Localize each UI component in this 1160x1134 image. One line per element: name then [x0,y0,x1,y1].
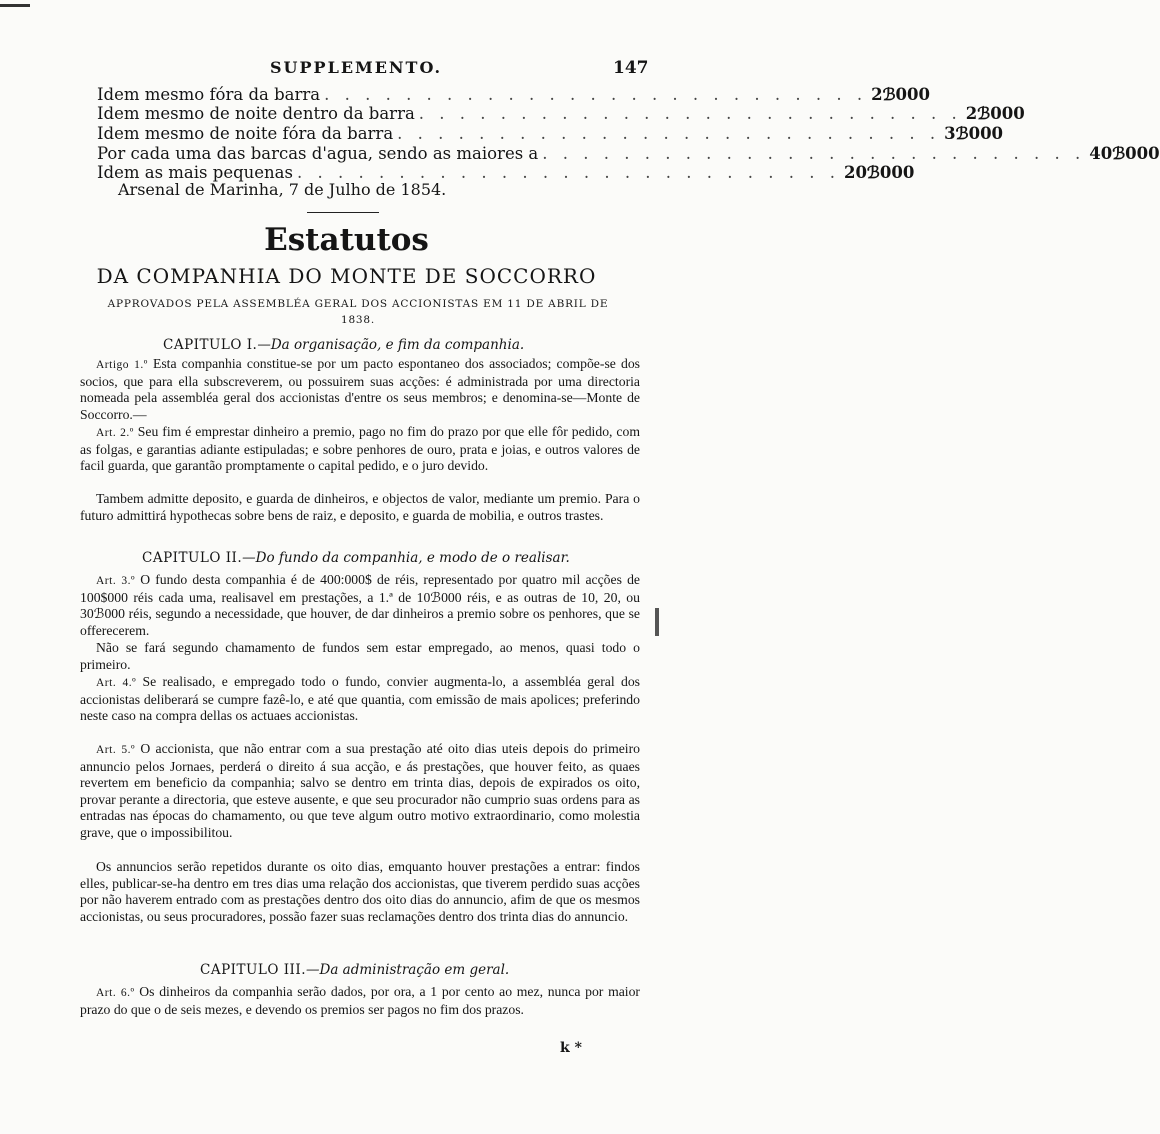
dot-leader: . . . . . . . . . . . . . . . . . . . . . . . . . . . [296,163,840,182]
fee-amount: 2ℬ000 [871,85,930,104]
fee-line [97,144,1160,164]
article-label: Art. 5.º [96,744,136,756]
margin-ink-mark [655,608,659,636]
chapter-heading [200,962,509,978]
article-label: Art. 2.º [96,427,134,439]
signature-mark: k * [560,1040,582,1056]
article-text: Tambem admitte deposito, e guarda de dinheiros, e objectos de valor, mediante um premio. Para o futuro admittirá hypothecas sobre bens de raiz, e deposito, e guarda de mobilia, e outros trastes. [80,491,640,523]
fee-amount: 20ℬ000 [843,163,915,182]
dateline-signature: Arsenal de Marinha, 7 de Julho de 1854. [118,180,447,199]
dot-leader: . . . . . . . . . . . . . . . . . . . . . . . . . . . [542,144,1086,163]
article-paragraph [80,674,640,725]
article-label: Art. 6.º [96,987,135,999]
fee-label: Idem as mais pequenas [97,163,293,182]
chapter-title: —Da administração em geral. [306,962,510,978]
article-paragraph [80,741,640,842]
fee-amount: 40ℬ000 [1089,144,1160,163]
chapter-label: CAPITULO III. [200,962,306,978]
article-paragraph [80,572,640,639]
running-title: SUPPLEMENTO. [270,58,443,77]
chapter-label: CAPITULO II. [142,550,243,566]
page-number: 147 [613,58,649,78]
article-paragraph [80,491,640,524]
fee-amount: 2ℬ000 [965,104,1025,123]
fee-label: Idem mesmo de noite fóra da barra [97,124,394,143]
chapter-heading [163,337,524,353]
article-text: Seu fim é emprestar dinheiro a premio, pago no fim do prazo por que elle fôr pedido, com as folgas, e garantias adiante estipuladas; e sobre penhores de ouro, prata e joias, e outros valores de facil guarda, que garantão promptamente o capital pedido, e o juro devido. [80,424,641,474]
dot-leader: . . . . . . . . . . . . . . . . . . . . . . . . . . . [397,124,941,143]
section-divider [307,212,379,213]
article-label: Artigo 1.º [96,359,148,371]
article-text: Os dinheiros da companhia serão dados, por ora, a 1 por cento ao mez, nunca por maior prazo do que o de seis mezes, e devendo os premios ser pagos no fim dos prazos. [80,984,640,1017]
chapter-title: —Da organisação, e fim da companhia. [257,337,525,353]
chapter-label: CAPITULO I. [163,337,258,353]
dot-leader: . . . . . . . . . . . . . . . . . . . . . . . . . . . [324,85,868,104]
fee-label: Por cada uma das barcas d'agua, sendo as maiores a [97,144,539,163]
chapter-heading [142,550,570,566]
article-paragraph [80,356,640,423]
document-title: Estatutos [264,222,429,258]
fee-line [97,124,1004,144]
article-text: Se realisado, e empregado todo o fundo, convier augmenta-lo, a assembléa geral dos accionistas deliberará se cumpre fazê-lo, e até que quantia, com emissão de mais apolices; preferindo neste caso na compra dellas os actuaes accionistas. [80,674,641,724]
article-text: Os annuncios serão repetidos durante os oito dias, emquanto houver prestações a entrar: findos elles, publicar-se-ha dentro em tres dias uma relação dos accionistas, que tiverem perdido suas acções por não haverem entrado com as prestações dentro dos oito dias do annuncio, afim de que os mesmos accionistas, ou seus procuradores, possão fazer suas reclamações dentro dos trinta dias do annuncio. [80,859,640,924]
article-text: O fundo desta companhia é de 400:000$ de réis, representado por quatro mil acções de 100$000 réis cada uma, realisavel em prestações, a 1.ª de 10ℬ000 réis, e as outras de 10, 20, ou 30ℬ000 réis, segundo a necessidade, que houver, de dar dinheiros a premio sobre os penhores, que se offerecerem. [80,572,641,638]
article-text: Não se fará segundo chamamento de fundos sem estar empregado, ao menos, quasi todo o primeiro. [80,640,640,672]
approval-note: APPROVADOS PELA ASSEMBLÉA GERAL DOS ACCIONISTAS EM 11 DE ABRIL DE 1838. [107,298,609,326]
article-paragraph [80,640,640,673]
article-paragraph [80,984,640,1018]
dot-leader: . . . . . . . . . . . . . . . . . . . . . . . . . . . [418,104,962,123]
fee-label: Idem mesmo fóra da barra [97,85,321,104]
article-text: O accionista, que não entrar com a sua prestação até oito dias uteis depois do primeiro annuncio pelos Jornaes, perderá o direito á sua acção, e ás prestações, que houver feito, as quaes revertem em beneficio da companhia; salvo se dentro em trinta dias, depois de expirados os oito, provar perante a directoria, que esteve ausente, e que seu procurador não cumprio suas ordens para as entradas nas épocas do chamamento, ou que teve algum outro motivo extraordinario, como molestia grave, que o impossibilitou. [80,741,640,840]
article-text: Esta companhia constitue-se por um pacto espontaneo dos associados; compõe-se dos socios, que para ella subscreverem, ou possuirem suas acções: é administrada por uma directoria nomeada pela assembléa geral dos accionistas d'entre os seus membros; e denomina-se—Monte de Soccorro.— [80,356,641,422]
fee-line [97,104,1025,124]
chapter-title: —Do fundo da companhia, e modo de o realisar. [242,550,570,566]
article-label: Art. 3.º [96,575,136,587]
fee-amount: 3ℬ000 [944,124,1004,143]
corner-mark [0,4,30,7]
document-subtitle: DA COMPANHIA DO MONTE DE SOCCORRO [96,264,597,288]
article-label: Art. 4.º [96,677,137,689]
fee-label: Idem mesmo de noite dentro da barra [97,104,415,123]
article-paragraph [80,424,640,475]
article-paragraph [80,859,640,925]
fee-line [97,85,930,105]
